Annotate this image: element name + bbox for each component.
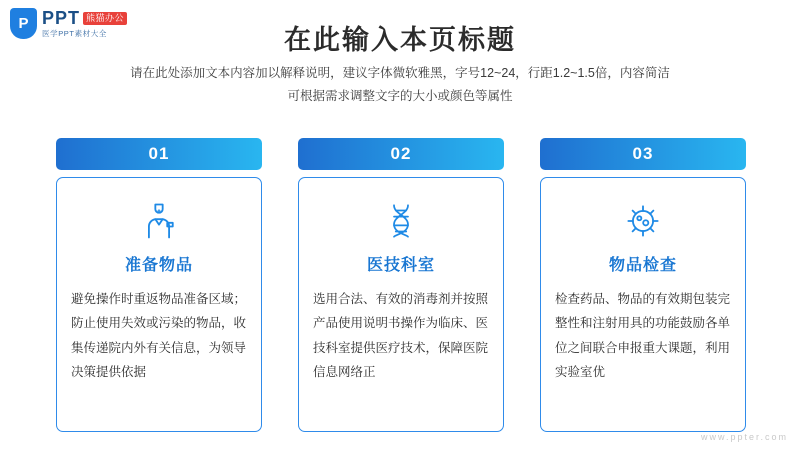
card-item bbox=[540, 138, 746, 432]
card-number-badge: 01 bbox=[56, 138, 262, 170]
card-list bbox=[56, 138, 746, 432]
card-item bbox=[56, 138, 262, 432]
card-number-badge: 03 bbox=[540, 138, 746, 170]
card-body bbox=[298, 177, 504, 432]
watermark: www.ppter.com bbox=[700, 432, 788, 442]
card-title: 医技科室 bbox=[366, 257, 435, 274]
page-subtitle-line1: 请在此处添加文本内容加以解释说明，建议字体微软雅黑，字号12~24，行距1.2~1.5倍，内容简洁 bbox=[130, 66, 670, 80]
logo-brand: PPT bbox=[42, 8, 81, 29]
logo-shield-letter: P bbox=[18, 15, 29, 32]
card-body bbox=[56, 177, 262, 432]
card-title: 物品检查 bbox=[608, 257, 677, 274]
page-subtitle-line2: 可根据需求调整文字的大小或颜色等属性 bbox=[287, 89, 513, 104]
logo-badge: 熊猫办公 bbox=[83, 12, 127, 25]
card-text: 选用合法、有效的消毒剂并按照产品使用说明书操作为临床、医技科室提供医疗技术，保障医院信息网络正 bbox=[313, 292, 489, 380]
logo-tagline: 医学PPT素材大全 bbox=[42, 29, 107, 39]
page-subtitle bbox=[0, 62, 800, 108]
doctor-icon bbox=[71, 198, 247, 244]
dna-icon bbox=[313, 198, 489, 244]
virus-icon bbox=[555, 198, 731, 244]
page-title: 在此输入本页标题 bbox=[284, 25, 516, 55]
card-text: 避免操作时重返物品准备区域；防止使用失效或污染的物品，收集传递院内外有关信息，为领导决策提供依据 bbox=[71, 292, 247, 380]
card-item bbox=[298, 138, 504, 432]
card-body bbox=[540, 177, 746, 432]
card-number-badge: 02 bbox=[298, 138, 504, 170]
card-title: 准备物品 bbox=[124, 257, 193, 274]
card-text: 检查药品、物品的有效期包装完整性和注射用具的功能鼓励各单位之间联合申报重大课题，利用实验室优 bbox=[555, 292, 731, 380]
